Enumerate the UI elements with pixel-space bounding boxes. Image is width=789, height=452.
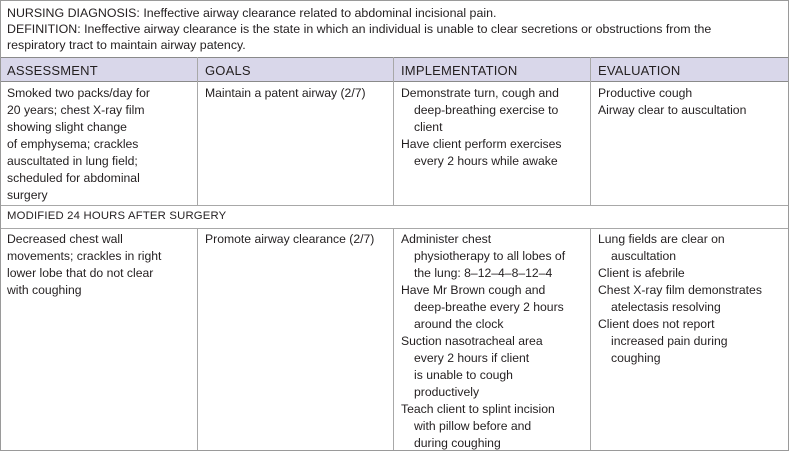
divider — [393, 82, 394, 205]
divider — [590, 57, 591, 82]
definition-line: DEFINITION: Ineffective airway clearance is the state in which an individual is unable to clear secretions or obstructions from the — [7, 22, 712, 36]
divider — [393, 228, 394, 450]
header-assessment: ASSESSMENT — [7, 63, 98, 78]
divider — [590, 82, 591, 205]
divider — [197, 57, 198, 82]
column-header-row — [1, 57, 788, 82]
divider — [1, 205, 788, 206]
list-item: Client is afebrile — [598, 266, 685, 280]
row1-goal: Maintain a patent airway (2/7) — [205, 86, 366, 100]
list-item: Teach client to splint incision — [401, 402, 555, 416]
row2-implementation: Administer chest physiotherapy to all lobes of the lung: 8–12–4–8–12–4 Have Mr Brown cough and deep-breathe every 2 hours around the clock Suction nasotracheal area every 2 hours if client is unable to cough productively Teach client to splint incision with pillow before and during coughing — [401, 232, 566, 450]
header-goals: GOALS — [205, 63, 251, 78]
list-item: Chest X-ray film demonstrates — [598, 283, 762, 297]
row2-evaluation: Lung fields are clear on auscultation Client is afebrile Chest X-ray film demonstrates atelectasis resolving Client does not report increased pain during coughing — [598, 232, 762, 365]
definition-line: respiratory tract to maintain airway patency. — [7, 38, 246, 52]
divider — [393, 57, 394, 82]
list-item: Airway clear to auscultation — [598, 103, 747, 117]
section-label: MODIFIED 24 HOURS AFTER SURGERY — [7, 210, 227, 222]
divider — [197, 228, 198, 450]
list-item: Have client perform exercises — [401, 137, 562, 151]
row1-implementation: Demonstrate turn, cough and deep-breathing exercise to client Have client perform exercises every 2 hours while awake — [401, 86, 562, 168]
list-item: Demonstrate turn, cough and — [401, 86, 559, 100]
list-item: Productive cough — [598, 86, 693, 100]
list-item: Client does not report — [598, 317, 715, 331]
divider — [1, 228, 788, 229]
header-evaluation: EVALUATION — [598, 63, 681, 78]
row1-assessment: Smoked two packs/day for 20 years; chest X-ray film showing slight change of emphysema; crackles auscultated in lung field; scheduled for abdominal surgery — [7, 86, 150, 202]
row1-evaluation — [598, 85, 746, 119]
divider — [590, 228, 591, 450]
row2-goal: Promote airway clearance (2/7) — [205, 232, 375, 246]
nursing-diagnosis-text: NURSING DIAGNOSIS: Ineffective airway clearance related to abdominal incisional pain. — [7, 6, 497, 20]
divider — [197, 82, 198, 205]
row2-assessment: Decreased chest wall movements; crackles in right lower lobe that do not clear with coughing — [7, 232, 162, 297]
diagnosis-block — [1, 1, 788, 57]
list-item: Lung fields are clear on — [598, 232, 725, 246]
list-item: Administer chest — [401, 232, 492, 246]
list-item: Suction nasotracheal area — [401, 334, 543, 348]
list-item: Have Mr Brown cough and — [401, 283, 546, 297]
header-implementation: IMPLEMENTATION — [401, 63, 518, 78]
